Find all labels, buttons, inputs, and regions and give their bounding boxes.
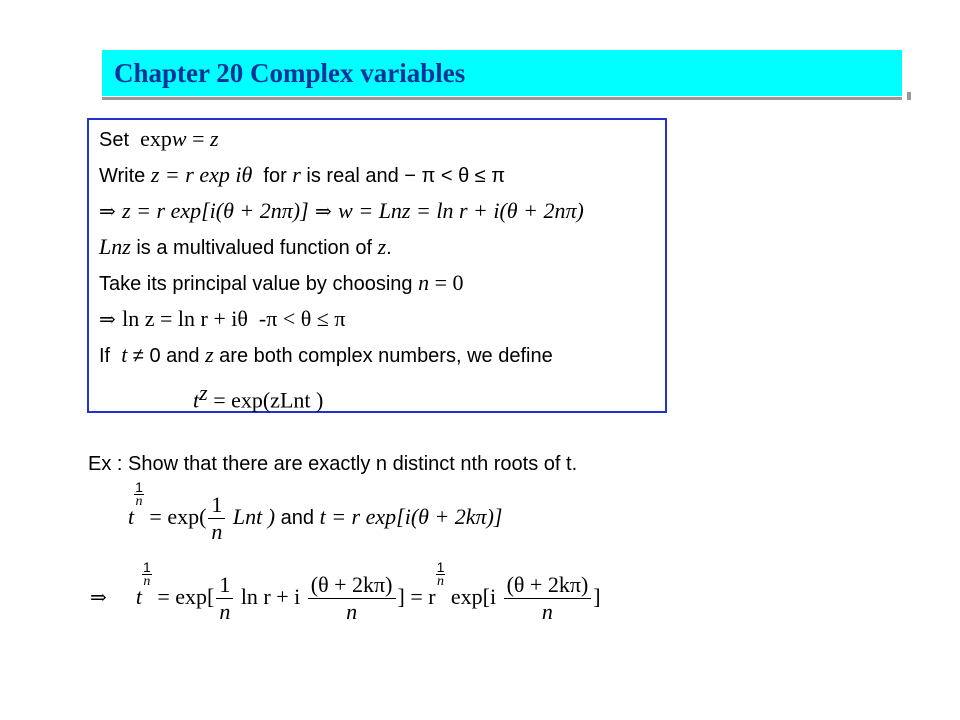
page-title: Chapter 20 Complex variables <box>114 57 466 88</box>
example-equation-1: t $\frac{1}{n}$ = exp( $\frac{1}{n}$ Lnt ) and t = r exp[i(θ + 2kπ)] <box>128 479 503 544</box>
banner-marker <box>907 92 911 100</box>
chapter-banner <box>102 50 902 96</box>
box-line-2: Write z = r exp iθ for r is real and − π < θ ≤ π <box>99 162 506 187</box>
box-line-3: ⇒ z = r exp[i(θ + 2nπ)] ⇒ w = Lnz = ln r + i(θ + 2nπ) <box>99 198 584 223</box>
box-line-4: Lnz is a multivalued function of z. <box>99 234 392 259</box>
box-line-1: Set expw = z <box>99 126 219 151</box>
box-line-6: ⇒ ln z = ln r + iθ -π < θ ≤ π <box>99 306 346 331</box>
example-statement: Ex : Show that there are exactly n distinct nth roots of t. <box>88 453 578 475</box>
box-line-5: Take its principal value by choosing n = 0 <box>99 270 464 295</box>
banner-rule <box>102 97 902 100</box>
example-equation-2: ⇒ t $\frac{1}{n}$ = exp[ $\frac{1}{n}$ ln r + i $\frac{(\theta + 2k\pi)}{n}$ ] = r $\frac{1}{n}$ exp[i $\frac{(\theta + 2k\pi)}{n}$ ] <box>90 559 601 624</box>
definition-box <box>87 118 667 413</box>
box-line-8: $t^z$ = exp(zLnt ) <box>193 380 324 413</box>
box-line-7: If t ≠ 0 and z are both complex numbers, we define <box>99 342 553 367</box>
